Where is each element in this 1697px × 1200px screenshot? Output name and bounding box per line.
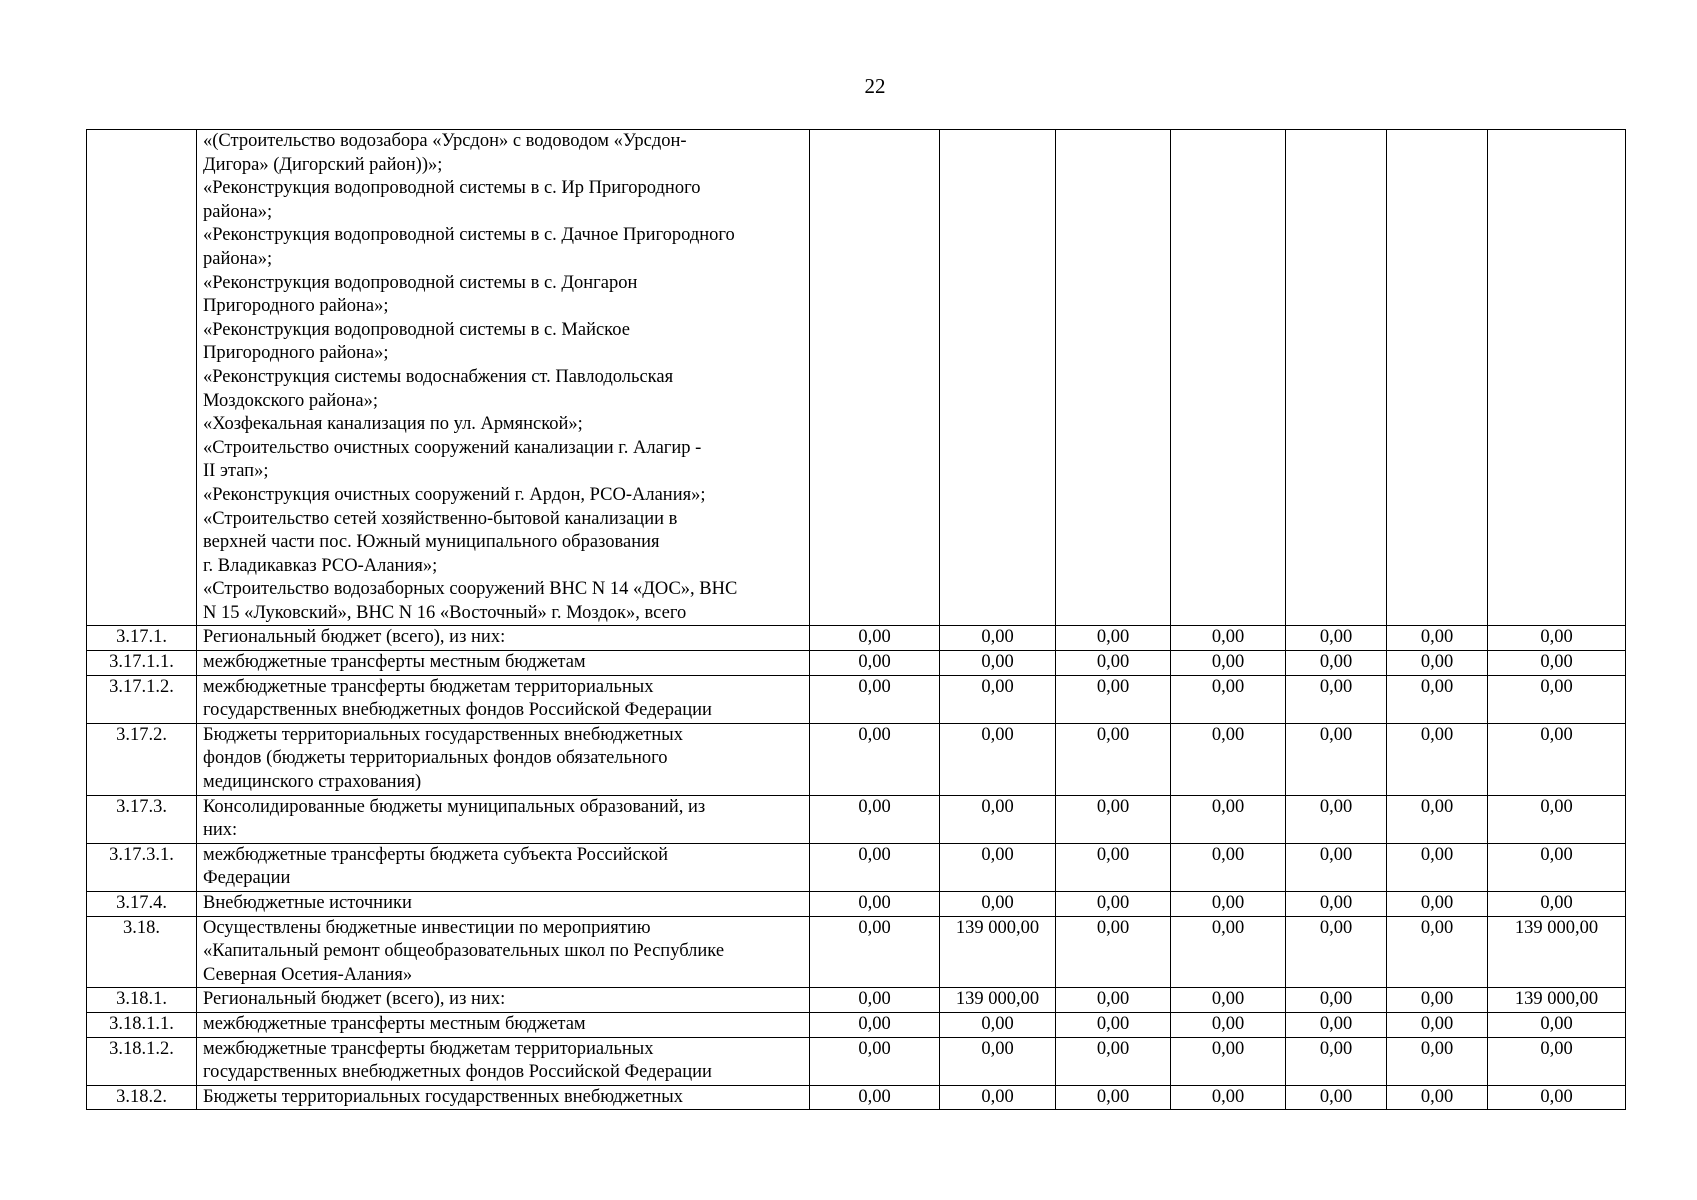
description-cell (197, 795, 810, 843)
value-cell: 0,00 (940, 843, 1056, 891)
value-cell: 0,00 (1387, 1037, 1488, 1085)
value-cell: 0,00 (1056, 675, 1171, 723)
value-cell (810, 130, 940, 626)
value-cell: 0,00 (1387, 651, 1488, 676)
description-line: Бюджеты территориальных государственных внебюджетных (203, 724, 683, 745)
description-cell (197, 892, 810, 917)
value-cell: 0,00 (1056, 723, 1171, 795)
description-line: Внебюджетные источники (203, 893, 412, 913)
value-cell (1171, 130, 1286, 626)
description-line: Северная Осетия-Алания» (203, 964, 413, 985)
value-cell: 0,00 (1171, 626, 1286, 651)
value-cell: 0,00 (1387, 675, 1488, 723)
value-cell: 0,00 (1286, 916, 1387, 988)
row-number-cell: 3.17.2. (87, 723, 197, 795)
description-line: г. Владикавказ РСО-Алания»; (203, 555, 438, 576)
table-row (87, 651, 1626, 676)
row-number-cell: 3.18.2. (87, 1085, 197, 1110)
value-cell: 0,00 (940, 723, 1056, 795)
description-line: «Реконструкция водопроводной системы в с. Ир Пригородного (203, 178, 701, 199)
value-cell: 0,00 (1056, 1037, 1171, 1085)
description-line: Осуществлены бюджетные инвестиции по мероприятию (203, 917, 651, 938)
table-row (87, 130, 1626, 626)
row-number-cell: 3.17.3. (87, 795, 197, 843)
description-line: межбюджетные трансферты местным бюджетам (203, 652, 586, 673)
description-line: Пригородного района»; (203, 296, 389, 317)
value-cell: 0,00 (1171, 1037, 1286, 1085)
description-cell (197, 916, 810, 988)
description-cell (197, 130, 810, 626)
value-cell: 0,00 (810, 626, 940, 651)
row-number-cell: 3.18.1. (87, 988, 197, 1013)
description-line: «Строительство водозаборных сооружений ВНС N 14 «ДОС», ВНС (203, 579, 738, 600)
value-cell: 0,00 (1387, 626, 1488, 651)
value-cell: 0,00 (1488, 675, 1626, 723)
row-number-cell (87, 130, 197, 626)
budget-table (86, 129, 1626, 1110)
description-cell (197, 675, 810, 723)
description-cell (197, 651, 810, 676)
value-cell: 0,00 (1387, 795, 1488, 843)
value-cell: 0,00 (1286, 988, 1387, 1013)
value-cell (940, 130, 1056, 626)
value-cell: 0,00 (810, 1037, 940, 1085)
value-cell: 0,00 (810, 892, 940, 917)
description-line: «Капитальный ремонт общеобразовательных школ по Республике (203, 941, 725, 962)
value-cell: 0,00 (810, 651, 940, 676)
row-number-cell: 3.17.1.1. (87, 651, 197, 676)
value-cell: 0,00 (810, 1012, 940, 1037)
value-cell: 0,00 (1488, 1037, 1626, 1085)
value-cell: 0,00 (1286, 892, 1387, 917)
table-row (87, 1037, 1626, 1085)
description-line: «Реконструкция водопроводной системы в с. Майское (203, 319, 630, 340)
value-cell: 0,00 (1056, 651, 1171, 676)
value-cell: 0,00 (1056, 916, 1171, 988)
value-cell: 0,00 (940, 626, 1056, 651)
value-cell: 0,00 (1488, 1085, 1626, 1110)
description-line: района»; (203, 201, 273, 222)
description-line: них: (203, 820, 238, 841)
value-cell: 0,00 (940, 675, 1056, 723)
value-cell: 0,00 (810, 795, 940, 843)
description-line: района»; (203, 248, 273, 269)
value-cell: 0,00 (810, 723, 940, 795)
table-row (87, 892, 1626, 917)
value-cell: 0,00 (1171, 916, 1286, 988)
description-line: межбюджетные трансферты бюджетам территориальных (203, 676, 654, 697)
value-cell: 0,00 (1286, 723, 1387, 795)
value-cell: 0,00 (1056, 1085, 1171, 1110)
table-row (87, 626, 1626, 651)
table-body (87, 130, 1626, 1110)
value-cell: 0,00 (1286, 1085, 1387, 1110)
row-number-cell: 3.18.1.1. (87, 1012, 197, 1037)
table-row (87, 723, 1626, 795)
value-cell: 0,00 (1387, 892, 1488, 917)
description-line: Дигора» (Дигорский район))»; (203, 154, 443, 175)
value-cell: 0,00 (1171, 675, 1286, 723)
description-line: Пригородного района»; (203, 343, 389, 364)
table-row (87, 675, 1626, 723)
value-cell: 0,00 (1488, 1012, 1626, 1037)
value-cell: 0,00 (810, 1085, 940, 1110)
description-line: Консолидированные бюджеты муниципальных образований, из (203, 796, 706, 817)
value-cell: 0,00 (940, 651, 1056, 676)
value-cell: 0,00 (1286, 1012, 1387, 1037)
value-cell: 0,00 (1171, 892, 1286, 917)
description-line: Региональный бюджет (всего), из них: (203, 627, 506, 648)
value-cell: 0,00 (1056, 892, 1171, 917)
value-cell: 0,00 (1286, 675, 1387, 723)
value-cell: 0,00 (810, 843, 940, 891)
value-cell: 139 000,00 (1488, 988, 1626, 1013)
value-cell: 0,00 (1488, 843, 1626, 891)
value-cell: 0,00 (810, 988, 940, 1013)
value-cell: 0,00 (1488, 651, 1626, 676)
description-line: II этап»; (203, 461, 269, 482)
value-cell: 0,00 (1488, 795, 1626, 843)
description-cell (197, 1012, 810, 1037)
description-line: фондов (бюджеты территориальных фондов обязательного (203, 748, 668, 769)
value-cell: 0,00 (940, 1037, 1056, 1085)
description-line: Федерации (203, 868, 291, 889)
table-row (87, 1012, 1626, 1037)
value-cell: 0,00 (1171, 723, 1286, 795)
description-cell (197, 988, 810, 1013)
value-cell (1056, 130, 1171, 626)
value-cell: 0,00 (1387, 1085, 1488, 1110)
row-number-cell: 3.18.1.2. (87, 1037, 197, 1085)
value-cell (1387, 130, 1488, 626)
value-cell: 0,00 (940, 795, 1056, 843)
description-line: «Строительство очистных сооружений канализации г. Алагир - (203, 437, 702, 458)
value-cell: 0,00 (1056, 626, 1171, 651)
description-line: медицинского страхования) (203, 772, 422, 793)
description-line: «Реконструкция водопроводной системы в с. Дачное Пригородного (203, 225, 735, 246)
table-row (87, 1085, 1626, 1110)
description-line: Региональный бюджет (всего), из них: (203, 989, 506, 1010)
row-number-cell: 3.17.1. (87, 626, 197, 651)
value-cell: 0,00 (1171, 651, 1286, 676)
description-line: «Реконструкция водопроводной системы в с. Донгарон (203, 272, 638, 293)
page-number: 22 (864, 74, 886, 98)
description-cell (197, 626, 810, 651)
table-row (87, 795, 1626, 843)
row-number-cell: 3.18. (87, 916, 197, 988)
row-number-cell: 3.17.3.1. (87, 843, 197, 891)
table-row (87, 916, 1626, 988)
value-cell: 0,00 (1171, 795, 1286, 843)
row-number-cell: 3.17.1.2. (87, 675, 197, 723)
description-line: государственных внебюджетных фондов Российской Федерации (203, 700, 712, 721)
table-row (87, 988, 1626, 1013)
description-line: «Строительство сетей хозяйственно-бытовой канализации в (203, 508, 678, 529)
description-line: Бюджеты территориальных государственных внебюджетных (203, 1086, 683, 1107)
description-line: межбюджетные трансферты бюджетам территориальных (203, 1038, 654, 1059)
value-cell (1286, 130, 1387, 626)
table-row (87, 843, 1626, 891)
description-line: «Реконструкция системы водоснабжения ст. Павлодольская (203, 366, 674, 387)
description-line: «Хозфекальная канализация по ул. Армянской»; (203, 414, 583, 435)
value-cell: 0,00 (940, 1012, 1056, 1037)
value-cell: 0,00 (940, 892, 1056, 917)
value-cell: 0,00 (1387, 916, 1488, 988)
value-cell: 0,00 (1056, 988, 1171, 1013)
description-line: N 15 «Луковский», ВНС N 16 «Восточный» г. Моздок», всего (203, 602, 687, 623)
description-line: межбюджетные трансферты бюджета субъекта Российской (203, 844, 668, 865)
value-cell: 0,00 (810, 916, 940, 988)
value-cell: 0,00 (1387, 723, 1488, 795)
value-cell: 0,00 (1286, 843, 1387, 891)
value-cell: 0,00 (1171, 843, 1286, 891)
value-cell: 0,00 (1488, 892, 1626, 917)
description-line: верхней части пос. Южный муниципального образования (203, 532, 660, 553)
value-cell: 0,00 (1286, 1037, 1387, 1085)
row-number-cell: 3.17.4. (87, 892, 197, 917)
description-line: Моздокского района»; (203, 390, 379, 411)
value-cell: 0,00 (1387, 1012, 1488, 1037)
value-cell: 0,00 (1488, 626, 1626, 651)
value-cell: 0,00 (1387, 988, 1488, 1013)
value-cell: 139 000,00 (940, 988, 1056, 1013)
value-cell: 0,00 (1056, 795, 1171, 843)
value-cell: 0,00 (1056, 1012, 1171, 1037)
value-cell: 0,00 (1387, 843, 1488, 891)
description-cell (197, 1085, 810, 1110)
value-cell: 0,00 (1056, 843, 1171, 891)
value-cell: 0,00 (1286, 626, 1387, 651)
value-cell: 139 000,00 (940, 916, 1056, 988)
description-cell (197, 723, 810, 795)
description-cell (197, 843, 810, 891)
value-cell (1488, 130, 1626, 626)
description-line: «(Строительство водозабора «Урсдон» с водоводом «Урсдон- (203, 131, 687, 151)
value-cell: 0,00 (810, 675, 940, 723)
description-line: межбюджетные трансферты местным бюджетам (203, 1013, 586, 1034)
description-line: «Реконструкция очистных сооружений г. Ардон, РСО-Алания»; (203, 484, 706, 505)
value-cell: 0,00 (1488, 723, 1626, 795)
value-cell: 0,00 (1171, 1012, 1286, 1037)
value-cell: 0,00 (1286, 795, 1387, 843)
value-cell: 0,00 (1286, 651, 1387, 676)
value-cell: 0,00 (1171, 988, 1286, 1013)
description-line: государственных внебюджетных фондов Российской Федерации (203, 1062, 712, 1083)
value-cell: 139 000,00 (1488, 916, 1626, 988)
description-cell (197, 1037, 810, 1085)
value-cell: 0,00 (1171, 1085, 1286, 1110)
value-cell: 0,00 (940, 1085, 1056, 1110)
